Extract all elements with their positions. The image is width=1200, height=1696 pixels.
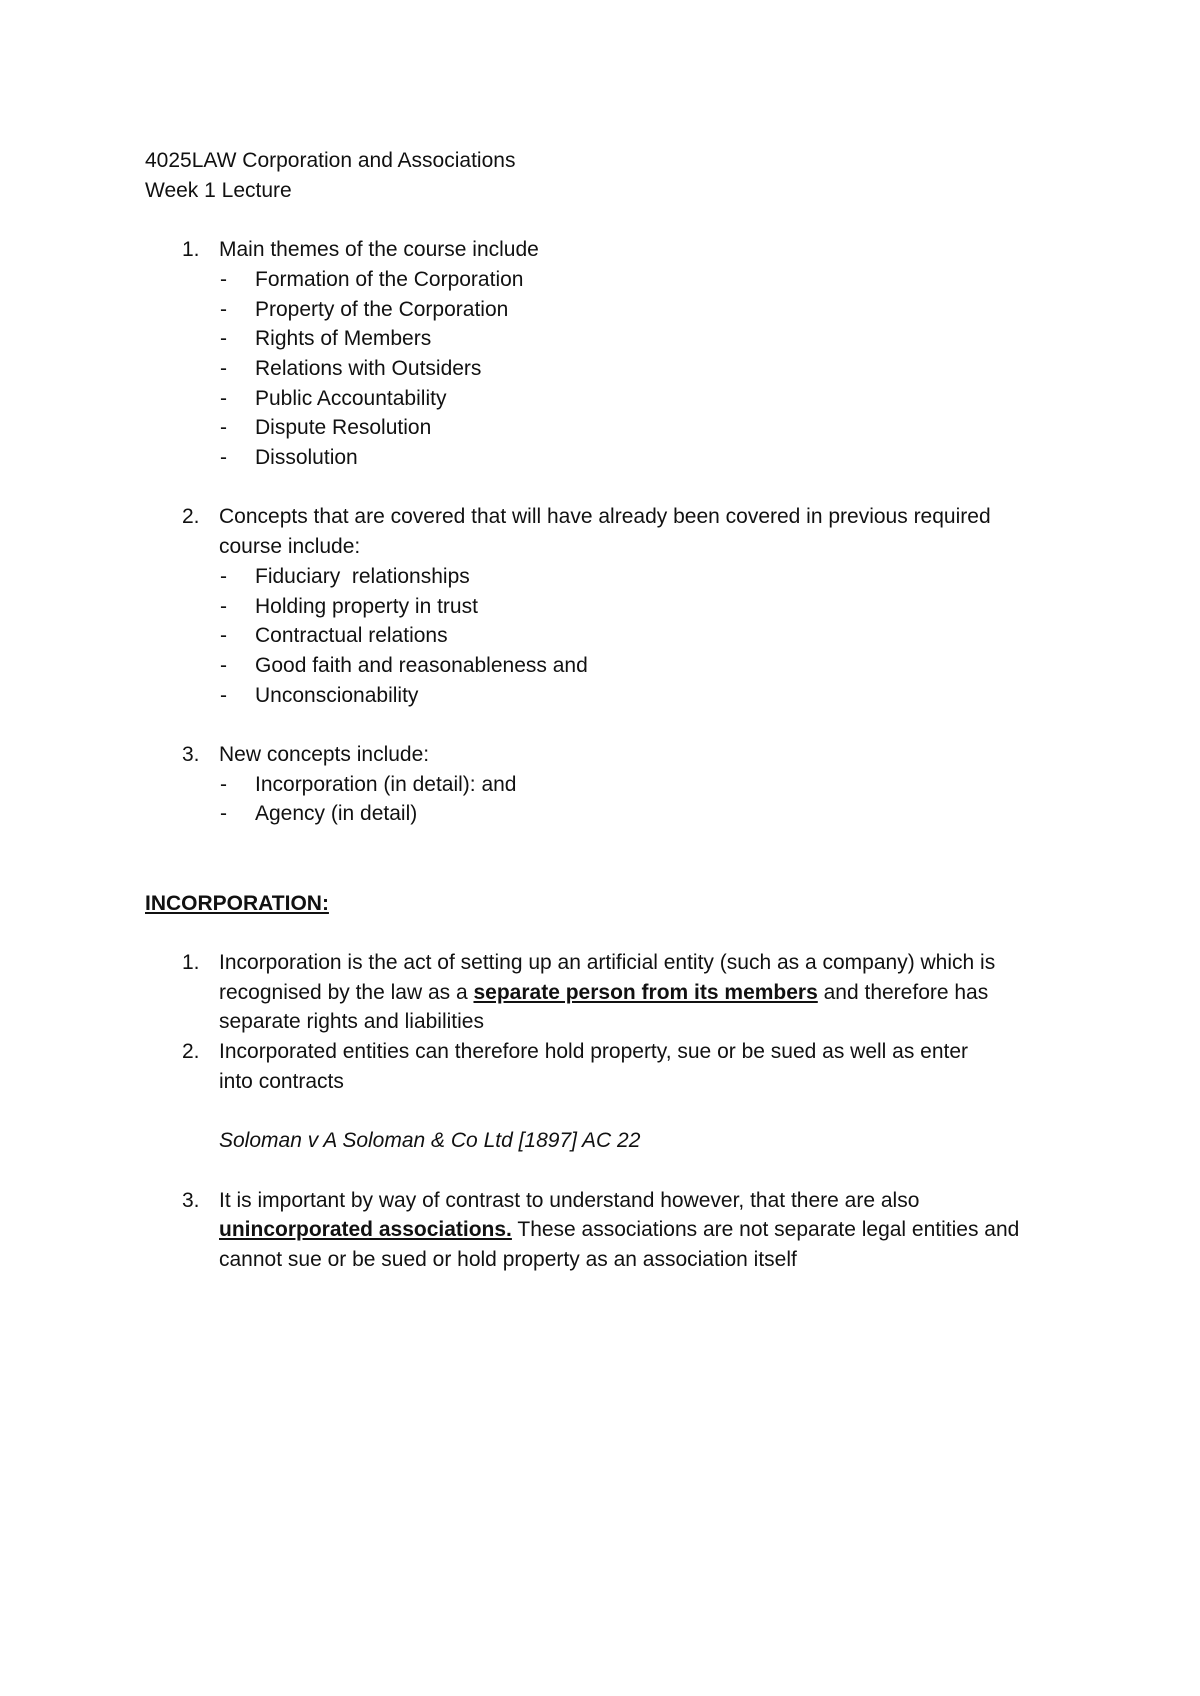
list-item-text-line: recognised by the law as a separate person from its members and therefore has [219,980,989,1004]
bullet-item: - Relations with Outsiders [219,354,1065,384]
bullet-item: - Dissolution [219,443,1065,473]
dash-bullet-icon: - [220,267,227,291]
list-item [145,1186,1065,1275]
spacer [145,710,1065,740]
intro-list-item-1 [145,235,1065,473]
incorporation-list [145,948,1065,1097]
dash-bullet-icon: - [220,446,227,470]
incorporation-list-continued [145,1186,1065,1275]
emphasis-text: separate person from its members [473,980,818,1004]
bullet-item: - Dispute Resolution [219,413,1065,443]
bullet-item: - Formation of the Corporation [219,265,1065,295]
dash-bullet-icon: - [220,772,227,796]
bullet-item: - Agency (in detail) [219,799,1065,829]
spacer [145,205,1065,235]
list-number: 3. [182,1188,200,1212]
bullet-item: - Unconscionability [219,681,1065,711]
bullet-item: - Contractual relations [219,621,1065,651]
list-item [145,502,1065,561]
spacer [145,473,1065,503]
list-item [145,948,1065,1037]
dash-bullet-icon: - [220,594,227,618]
dash-bullet-icon: - [220,356,227,380]
list-item-text: Main themes of the course include [219,238,539,262]
list-item-text-line: course include: [219,535,361,559]
dash-bullet-icon: - [220,653,227,677]
list-number: 1. [182,950,200,974]
dash-bullet-icon: - [220,416,227,440]
list-item-text-line: Concepts that are covered that will have already been covered in previous required [219,505,991,529]
dash-bullet-icon: - [220,297,227,321]
spacer [145,1096,1065,1126]
list-number: 2. [182,505,200,529]
list-item [145,740,1065,770]
spacer [145,829,1065,888]
list-item-text-line: into contracts [219,1069,344,1093]
emphasis-text: unincorporated associations. [219,1218,512,1242]
spacer [145,918,1065,948]
list-number: 3. [182,743,200,767]
dash-bullet-icon: - [220,624,227,648]
document-body [145,146,1065,1275]
document-subtitle: Week 1 Lecture [145,178,292,202]
intro-list-item-2 [145,502,1065,710]
dash-bullet-icon: - [220,802,227,826]
list-item-text-line: unincorporated associations. These associations are not separate legal entities and [219,1218,1020,1242]
list-item-text-line: Incorporation is the act of setting up an artificial entity (such as a company) which is [219,950,996,974]
list-number: 1. [182,238,200,262]
bullet-item: - Rights of Members [219,324,1065,354]
dash-bullet-icon: - [220,327,227,351]
case-citation: Soloman v A Soloman & Co Ltd [1897] AC 22 [219,1129,641,1153]
bullet-group [145,265,1065,473]
list-item-text: New concepts include: [219,743,430,767]
section-heading-incorporation: INCORPORATION: [145,891,329,915]
list-item [145,1037,1065,1096]
document-title: 4025LAW Corporation and Associations [145,149,516,172]
list-item-text-line: separate rights and liabilities [219,1010,484,1034]
list-item-text-line: It is important by way of contrast to understand however, that there are also [219,1188,920,1212]
intro-list-item-3 [145,740,1065,829]
list-item-text-line: cannot sue or be sued or hold property as an association itself [219,1247,797,1271]
dash-bullet-icon: - [220,683,227,707]
bullet-group [145,562,1065,711]
spacer [145,1156,1065,1186]
bullet-item: - Good faith and reasonableness and [219,651,1065,681]
bullet-group [145,770,1065,829]
list-item-text-line: Incorporated entities can therefore hold property, sue or be sued as well as enter [219,1040,969,1064]
list-item [145,235,1065,265]
bullet-item: - Holding property in trust [219,592,1065,622]
dash-bullet-icon: - [220,386,227,410]
dash-bullet-icon: - [220,564,227,588]
list-number: 2. [182,1040,200,1064]
bullet-item: - Incorporation (in detail): and [219,770,1065,800]
bullet-item: - Fiduciary relationships [219,562,1065,592]
bullet-item: - Public Accountability [219,384,1065,414]
bullet-item: - Property of the Corporation [219,295,1065,325]
